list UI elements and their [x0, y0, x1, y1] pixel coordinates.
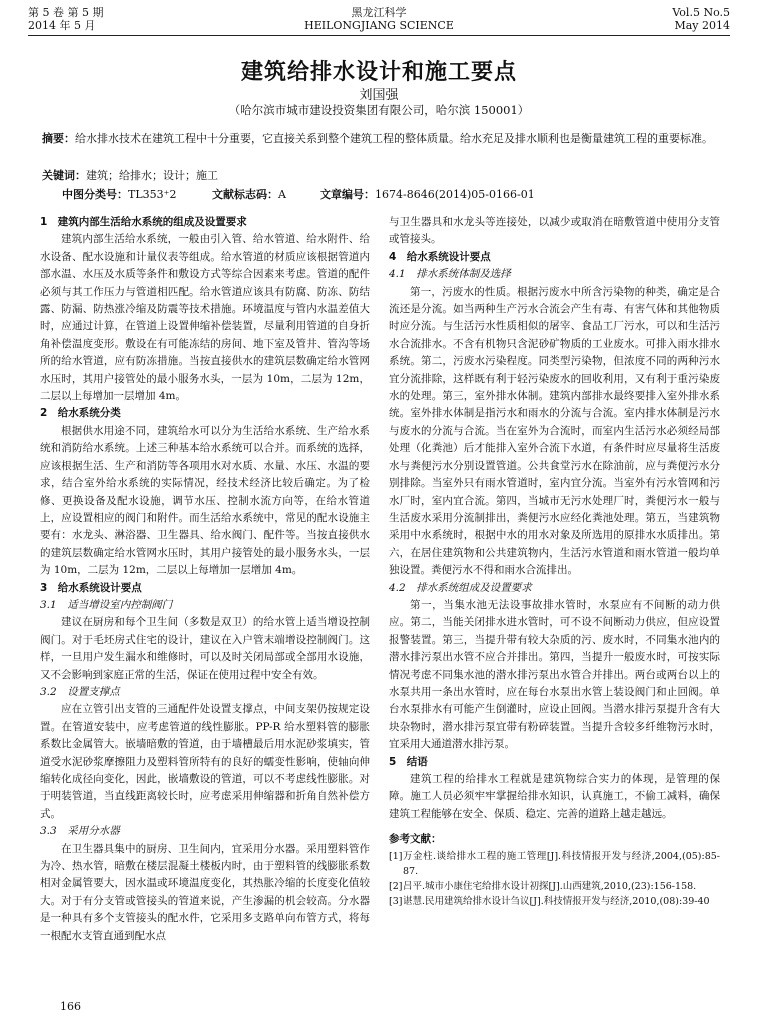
header-volume-en	[672, 6, 730, 32]
article-number	[320, 186, 535, 202]
header-volume-issue: 第 5 卷 第 5 期	[28, 6, 104, 19]
paper-author: 刘国强	[359, 88, 399, 103]
journal-name-cn: 黑龙江科学	[351, 6, 407, 19]
header-journal	[28, 6, 730, 32]
section-1-body: 建筑内部生活给水系统，一般由引入管、给水管道、给水附件、给水设备、配水设施和计量仪表等组成。给水管道的材质应该根据管道内部水温、水压及水质等条件和敷设方式等综合因素来考虑。管道的配件必须与其工作压力与管道相匹配。给水管道应该具有防腐、防冻、防结露、防漏、防热涨冷缩及防震等技术措施。环境温度与管内水温差值大时，应通过计算，在管道上设置伸缩补偿装置，尽量利用管道的自身折角补偿温度变形。敷设在有可能冻结的房间、地下室及管井、管沟等场所的给水管道，应有防冻措施。当按直接供水的建筑层数确定给水管网水压时，其用户接管处的最小服务水头，一层为 10m，二层为 12m，二层以上每增加一层增加 4m。	[40, 233, 370, 403]
section-2-body: 根据供水用途不同，建筑给水可以分为生活给水系统、生产给水系统和消防给水系统。上述三种基本给水系统可以合并。而系统的选择，应该根据生活、生产和消防等各项用水对水质、水量、水压、水温的要求，结合室外给水系统的实际情况，经技术经济比较后确定。为了检修、更换设备及配水设施，调节水压、控制水流方向等，在给水管道上，应设置相应的阀门和附件。而生活给水系统中，常见的配水设施主要有：水龙头、淋浴器、卫生器具、给水阀门、配件等。当按直接供水的建筑层数确定给水管网水压时，其用户接管处的最小服务水头，一层为 10m，二层为 12m，二层以上每增加一层增加 4m。	[40, 424, 370, 577]
section-4-heading: 4 给水系统设计要点	[389, 250, 491, 263]
section-3-heading: 3 给水系统设计要点	[40, 581, 142, 594]
reference-item	[389, 879, 720, 894]
header-date-cn: 2014 年 5 月	[28, 19, 96, 32]
art-value: 1674-8646(2014)05-0166-01	[375, 188, 535, 201]
journal-name-en: HEILONGJIANG SCIENCE	[304, 19, 454, 32]
page-number: 166	[60, 1000, 81, 1013]
reference-text: 谌慧.民用建筑给排水设计刍议[J].科技情报开发与经济,2010,(08):39-40	[403, 895, 710, 907]
reference-item	[389, 894, 720, 909]
art-label: 文章编号：	[320, 188, 375, 201]
paper-affiliation: （哈尔滨市城市建设投资集团有限公司，哈尔滨 150001）	[228, 103, 530, 117]
keywords-text: 建筑；给排水；设计；施工	[86, 169, 218, 182]
references-list	[389, 849, 720, 909]
section-3-2-body: 应在立管引出支管的三通配件处设置支撑点，中间支架仍按规定设置。在管道安装中，应考虑管道的线性膨胀。PP-R 给水塑料管的膨胀系数比金属管大。嵌墙暗敷的管道，由于墙槽最后用水泥砂浆填实，管道受水泥砂浆摩擦阻力及塑料管所特有的良好的蠕变性影响，使轴向伸缩转化成径向变化，因此，嵌墙敷设的管道，可以不考虑线性膨胀。对于明装管道，当直线距离较长时，应考虑采用伸缩器和折角自然补偿方式。	[40, 703, 370, 820]
keywords-label: 关键词：	[42, 169, 86, 182]
right-column	[389, 214, 720, 909]
reference-text: 吕平.城市小康住宅给排水设计初探[J].山西建筑,2010,(23):156-158.	[403, 880, 697, 892]
section-4-1-heading: 4.1 排水系统体制及选择	[389, 268, 511, 281]
header-vol-no: Vol.5 No.5	[672, 6, 730, 19]
reference-number: [3]	[389, 895, 403, 907]
reference-number: [2]	[389, 880, 403, 892]
abstract	[42, 130, 718, 147]
section-4-2-body: 第一，当集水池无法设事故排水管时，水泵应有不间断的动力供应。第二，当能关闭排水进水管时，可不设不间断动力供应，但应设置报警装置。第三，当提升带有较大杂质的污、废水时，不同集水池内的潜水排污泵出水管不应合并排出。第四，当提升一般废水时，可按实际情况考虑不同集水池的潜水排污泵出水管合并排出。两台或两台以上的水泵共用一条出水管时，应在每台水泵出水管上装设阀门和止回阀。单台水泵排水有可能产生倒灌时，应设止回阀。当潜水排污泵提升含有大块杂物时，潜水排污泵宜带有粉碎装置。当提升含较多纤维物污水时，宜采用大通道潜水排污泵。	[389, 598, 720, 751]
clc-value: TL353⁺2	[128, 188, 177, 201]
section-2-heading: 2 给水系统分类	[40, 407, 121, 420]
section-4-2-heading: 4.2 排水系统组成及设置要求	[389, 581, 532, 594]
reference-number: [1]	[389, 850, 403, 862]
reference-text: 万金柱.谈给排水工程的施工管理[J].科技情报开发与经济,2004,(05):85-87.	[403, 850, 720, 877]
section-3-3-continued: 与卫生器具和水龙头等连接处，以减少或取消在暗敷管道中使用分支管或管接头。	[389, 216, 720, 246]
abstract-text: 给水排水技术在建筑工程中十分重要，它直接关系到整个建筑工程的整体质量。给水充足及排水顺利也是衡量建筑工程的重要标准。	[75, 132, 713, 145]
section-1-heading: 1 建筑内部生活给水系统的组成及设置要求	[40, 216, 247, 228]
header-rule	[28, 35, 730, 36]
abstract-label: 摘要：	[42, 132, 75, 145]
section-3-1-body: 建议在厨房和每个卫生间（多数是双卫）的给水管上适当增设控制阀门。对于毛坯房式住宅的设计，建议在入户管末端增设控制阀门。这样，一旦用户发生漏水和维修时，可以及时关闭局部或全部用水设施，又不会影响到家庭正常的生活，保证在使用过程中安全有效。	[40, 616, 370, 681]
doc-value: A	[278, 188, 286, 201]
section-4-1-body: 第一，污废水的性质。根据污废水中所含污染物的种类，确定是合流还是分流。如当两种生产污水合流会产生有毒、有害气体和其他物质时应分流。与生活污水性质相似的屠宰、食品工厂污水，可以和生活污水合流排水。不含有机物只含泥砂矿物质的工业废水。可排入雨水排水系统。第二，污废水污染程度。同类型污染物，但浓度不同的两种污水宜分流排除，这样既有利于轻污染废水的回收利用，又有利于重污染废水的处理。第三，室外排水体制。建筑内部排水最终要排入室外排水系统。室外排水体制是指污水和雨水的分流与合流。室内排水体制是污水与废水的分流与合流。当在室外为合流时，而室内生活污水必须经局部处理（化粪池）后才能排入室外合流下水道，有条件时应尽量将生活废水与粪便污水分别设置管道。公共食堂污水在除油前，应与粪便污水分别排除。当室外只有雨水管道时，室内宜分流。当室外有污水管网和污水厂时，室内宜合流。第四，当城市无污水处理厂时，粪便污水一般与生活废水采用分流制排出，粪便污水应经化粪池处理。第五，当建筑物采用中水系统时，根据中水的用水对象及所选用的原排水水质排出。第六，在居住建筑物和公共建筑物内，生活污水管道和雨水管道一般均单独设置。粪便污水不得和雨水合流排出。	[389, 285, 720, 577]
section-3-1-heading: 3.1 适当增设室内控制阀门	[40, 598, 173, 611]
header-date-en: May 2014	[674, 19, 730, 32]
section-5-heading: 5 结语	[389, 755, 428, 768]
keywords	[42, 167, 718, 184]
reference-item	[389, 849, 720, 879]
section-5-body: 建筑工程的给排水工程就是建筑物综合实力的体现，是管理的保障。施工人员必须牢牢掌握给排水知识，认真施工，不偷工减料，确保建筑工程能够在安全、保质、稳定、完善的道路上越走越远。	[389, 773, 720, 820]
paper-title: 建筑给排水设计和施工要点	[240, 60, 517, 85]
section-3-3-heading: 3.3 采用分水器	[40, 825, 120, 838]
left-column	[40, 214, 370, 945]
clc-number	[62, 186, 176, 202]
section-3-2-heading: 3.2 设置支撑点	[40, 685, 120, 698]
references-heading: 参考文献：	[389, 833, 442, 846]
doc-label: 文献标志码：	[212, 188, 278, 201]
section-3-3-body: 在卫生器具集中的厨房、卫生间内，宜采用分水器。采用塑料管作为冷、热水管，暗敷在楼层混凝土楼板内时，由于塑料管的线膨胀系数相对金属管要大，因水温或环境温度变化，其热胀冷缩的长度变化值较大。对于有分支管或管接头的管道来说，产生渗漏的机会较高。分水器是一种具有多个支管接头的配水件，它采用多支路单向布管方式，将每一根配水支管直通到配水点	[40, 842, 370, 942]
doc-code	[212, 186, 286, 202]
clc-label: 中图分类号：	[62, 188, 128, 201]
